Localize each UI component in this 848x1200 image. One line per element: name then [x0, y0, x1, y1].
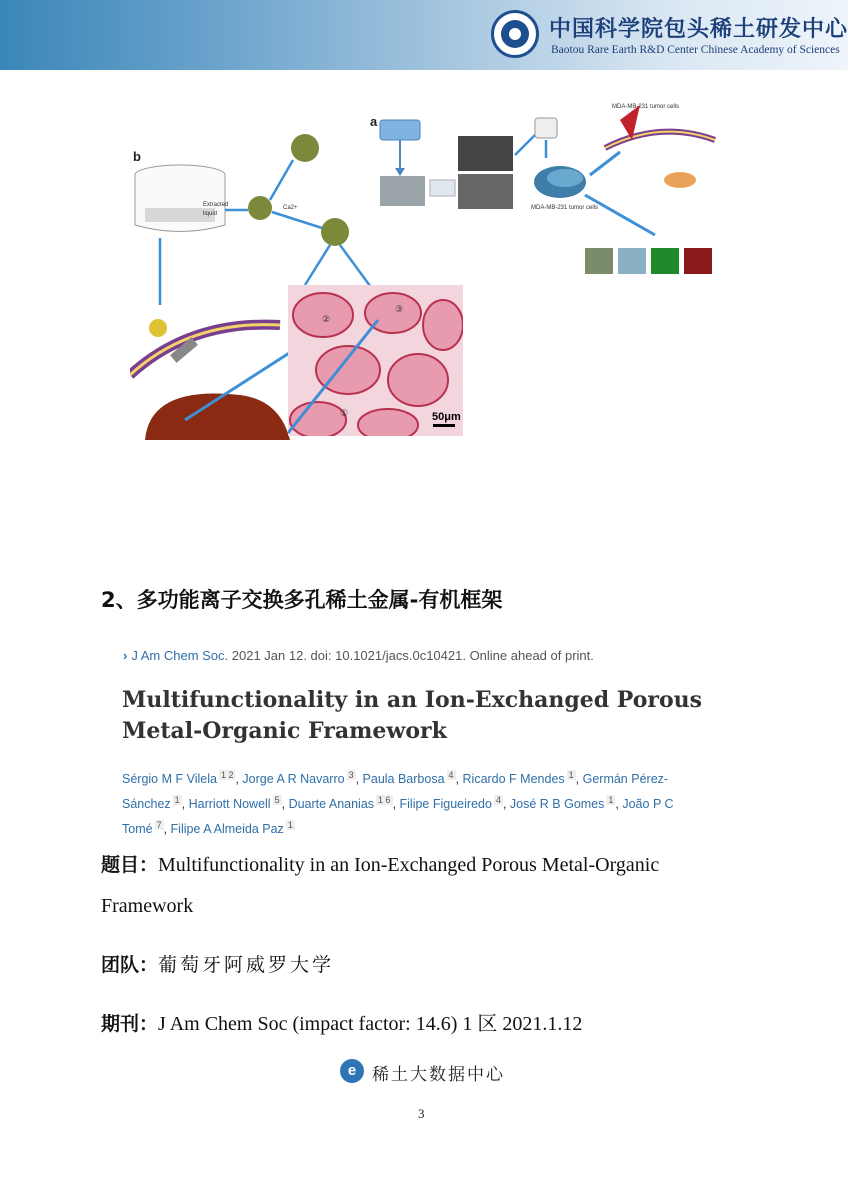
panel-b-label: b — [133, 149, 141, 164]
author-separator: , — [355, 772, 363, 787]
author-affiliation[interactable]: 1 2 — [220, 770, 234, 780]
footer-brand-text: 稀土大数据中心 — [372, 1065, 505, 1085]
author-link[interactable]: Paula Barbosa — [362, 772, 445, 787]
panel-a-label: a — [370, 114, 378, 129]
author-affiliation[interactable]: 1 — [608, 795, 614, 806]
fig-label-tumor-mid: MDA-MB-231 tumor cells — [531, 205, 599, 211]
author-link[interactable]: Ricardo F Mendes — [462, 772, 565, 787]
meta-title-value: Multifunctionality in an Ion-Exchanged Porous Metal-Organic — [158, 854, 660, 876]
author-affiliation[interactable]: 1 — [568, 770, 574, 780]
citation-line — [123, 648, 594, 663]
author-affiliation[interactable]: 1 — [174, 795, 180, 806]
meta-title-line-2: Framework — [101, 895, 194, 917]
fig-label-ca2: Ca2+ — [283, 205, 298, 211]
author-separator: , — [235, 772, 243, 787]
page-header — [0, 0, 848, 70]
author-affiliation[interactable]: 5 — [274, 795, 280, 806]
author-separator: , — [502, 797, 510, 812]
meta-team-value: 葡萄牙阿威罗大学 — [158, 954, 335, 976]
cas-logo-icon — [491, 10, 539, 58]
author-separator: , — [392, 797, 400, 812]
author-link[interactable]: João P C Tomé — [122, 797, 674, 837]
author-link[interactable]: Germán Pérez-Sánchez — [122, 772, 669, 812]
fig-label-extracted: Extracted — [203, 202, 229, 208]
chevron-right-icon[interactable]: › — [123, 648, 128, 663]
author-affiliation[interactable]: 1 — [287, 820, 293, 831]
section-heading: 2、多功能离子交换多孔稀土金属-有机框架 — [101, 588, 503, 612]
bigdata-logo-icon: e — [340, 1059, 364, 1083]
author-link[interactable]: Filipe Figueiredo — [399, 797, 492, 812]
author-separator: , — [615, 797, 623, 812]
author-separator: , — [181, 797, 189, 812]
author-affiliation[interactable]: 4 — [495, 795, 501, 806]
author-link[interactable]: José R B Gomes — [509, 797, 605, 812]
histology-marker-1: ① — [340, 408, 349, 418]
meta-team-line — [101, 950, 334, 977]
author-list — [122, 765, 682, 840]
author-link[interactable]: Duarte Ananias — [288, 797, 375, 812]
author-link[interactable]: Harriott Nowell — [188, 797, 271, 812]
author-affiliation[interactable]: 7 — [156, 820, 162, 831]
citation-details: 2021 Jan 12. doi: 10.1021/jacs.0c10421. Online ahead of print. — [228, 648, 594, 663]
meta-journal-value: J Am Chem Soc (impact factor: 14.6) 1 区 2021.1.12 — [158, 1013, 583, 1035]
histology-marker-3: ③ — [395, 304, 404, 314]
page-number: 3 — [418, 1106, 425, 1121]
author-link[interactable]: Filipe A Almeida Paz — [170, 822, 284, 837]
author-affiliation[interactable]: 1 6 — [378, 795, 391, 806]
org-name-en: Baotou Rare Earth R&D Center Chinese Academy of Sciences — [551, 44, 840, 56]
meta-journal-label: 期刊： — [101, 1013, 159, 1035]
author-affiliation[interactable]: 3 — [348, 770, 354, 780]
meta-journal-line — [101, 1007, 582, 1036]
author-affiliation[interactable]: 4 — [448, 770, 454, 780]
author-separator: , — [575, 772, 583, 787]
paper-title: Multifunctionality in an Ion-Exchanged Porous Metal-Organic Framework — [122, 687, 703, 744]
author-separator: , — [455, 772, 463, 787]
author-separator: , — [163, 822, 171, 837]
histology-marker-2: ② — [322, 314, 331, 324]
org-name-cn: 中国科学院包头稀土研发中心 — [549, 16, 848, 42]
meta-title-line — [101, 850, 659, 877]
scale-bar-label: 50μm — [432, 411, 461, 423]
fig-label-tumor-top: MDA-MB-231 tumor cells — [612, 104, 680, 110]
journal-link[interactable]: J Am Chem Soc. — [131, 648, 229, 663]
fig-label-liquid: liquid — [203, 211, 218, 217]
meta-title-label: 题目： — [101, 854, 159, 876]
author-link[interactable]: Sérgio M F Vilela — [122, 772, 217, 787]
author-separator: , — [281, 797, 289, 812]
author-link[interactable]: Jorge A R Navarro — [242, 772, 345, 787]
meta-team-label: 团队： — [101, 954, 159, 976]
